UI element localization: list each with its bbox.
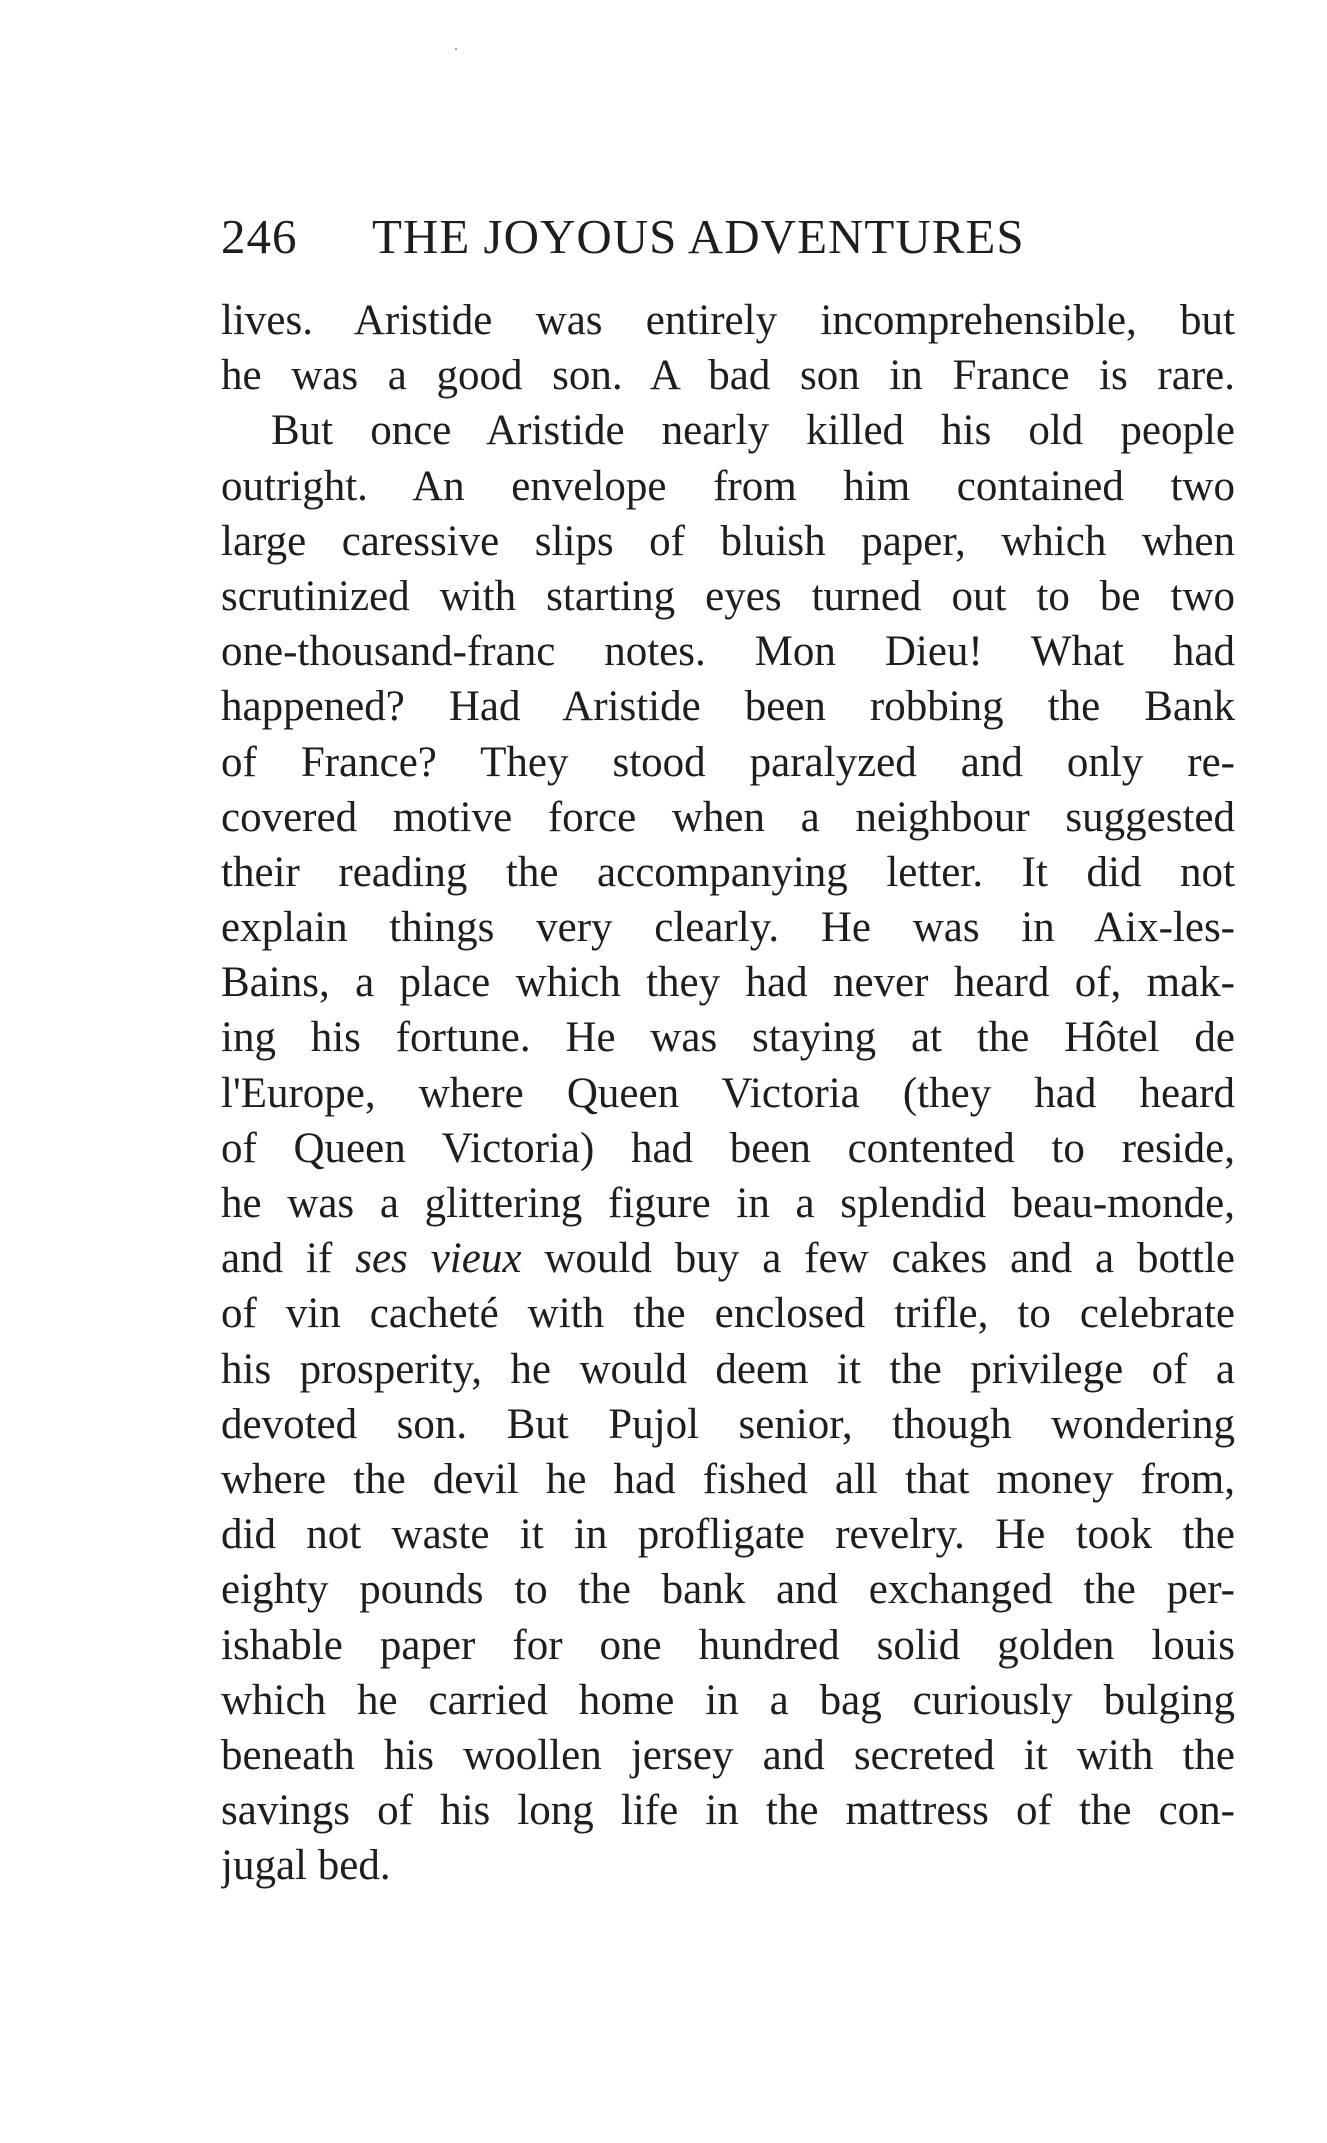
- text-line: savings of his long life in the mattress of the con-: [221, 1787, 1235, 1835]
- text-line: beneath his woollen jersey and secreted it with the: [221, 1731, 1235, 1779]
- text-line: ing his fortune. He was staying at the Hôtel de: [221, 1014, 1235, 1062]
- text-line: devoted son. But Pujol senior, though wondering: [221, 1400, 1235, 1448]
- text-line: of France? They stood paralyzed and only re-: [221, 738, 1235, 786]
- text-line: their reading the accompanying letter. It did not: [221, 848, 1235, 896]
- text-line: covered motive force when a neighbour suggested: [221, 793, 1235, 841]
- text-line: one-thousand-franc notes. Mon Dieu! What had: [221, 628, 1235, 676]
- text-line: did not waste it in profligate revelry. He took the: [221, 1511, 1235, 1559]
- text-line: Bains, a place which they had never heard of, mak-: [221, 959, 1235, 1007]
- text-line: eighty pounds to the bank and exchanged the per-: [221, 1566, 1235, 1614]
- text-line: he was a good son. A bad son in France is rare.: [221, 352, 1235, 400]
- text-line: l'Europe, where Queen Victoria (they had heard: [221, 1069, 1235, 1117]
- text-line-with-italic: [221, 1231, 1235, 1286]
- text-line: But once Aristide nearly killed his old people: [271, 407, 1235, 455]
- italic-phrase: ses vieux: [355, 1235, 522, 1283]
- text-segment: and if: [221, 1235, 356, 1283]
- text-line: he was a glittering figure in a splendid beau-monde,: [221, 1180, 1235, 1227]
- text-segment: would buy a few cakes and a bottle: [521, 1235, 1235, 1283]
- text-line: of Queen Victoria) had been contented to reside,: [221, 1124, 1235, 1172]
- running-title: THE JOYOUS ADVENTURES: [372, 209, 1025, 264]
- text-line: which he carried home in a bag curiously bulging: [221, 1676, 1235, 1724]
- page-number: 246: [221, 209, 298, 264]
- text-line: large caressive slips of bluish paper, which when: [221, 517, 1235, 565]
- text-line: outright. An envelope from him contained two: [221, 462, 1235, 510]
- text-line: jugal bed.: [221, 1842, 391, 1890]
- text-line: where the devil he had fished all that money from,: [221, 1455, 1235, 1503]
- text-line: scrutinized with starting eyes turned out to be two: [221, 572, 1235, 620]
- body-text: [221, 293, 1235, 1893]
- text-line: explain things very clearly. He was in Aix-les-: [221, 904, 1235, 952]
- text-line: of vin cacheté with the enclosed trifle, to celebrate: [221, 1290, 1235, 1338]
- text-line: lives. Aristide was entirely incomprehensible, but: [221, 297, 1235, 344]
- page-header: [221, 207, 1131, 267]
- paper-speck: [455, 48, 457, 50]
- text-line: ishable paper for one hundred solid golden louis: [221, 1621, 1235, 1669]
- text-line: happened? Had Aristide been robbing the Bank: [221, 683, 1235, 731]
- text-line: his prosperity, he would deem it the privilege of a: [221, 1345, 1235, 1393]
